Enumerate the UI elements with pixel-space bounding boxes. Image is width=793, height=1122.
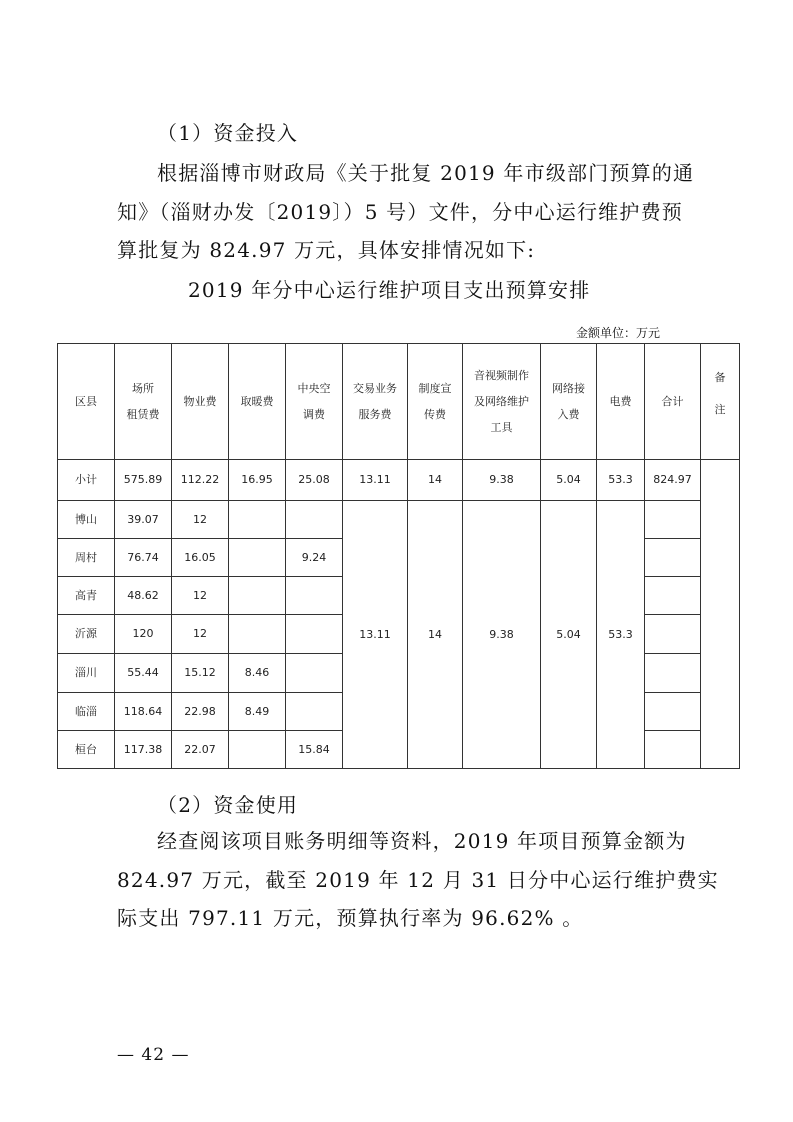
subtotal-cell: 14 — [408, 460, 463, 501]
subtotal-cell: 5.04 — [541, 460, 597, 501]
value-cell — [286, 577, 343, 615]
value-cell: 15.84 — [286, 731, 343, 769]
value-cell: 15.12 — [172, 654, 229, 693]
subtotal-cell: 112.22 — [172, 460, 229, 501]
total-cell — [645, 539, 701, 577]
shared-policy-promotion-fee: 14 — [408, 501, 463, 769]
total-cell — [645, 501, 701, 539]
subtotal-cell: 25.08 — [286, 460, 343, 501]
page-number: — 42 — — [117, 1045, 190, 1065]
shared-transaction-service-fee: 13.11 — [343, 501, 408, 769]
header-district: 区县 — [58, 344, 115, 460]
header-venue-rent: 场所 租赁费 — [115, 344, 172, 460]
value-cell: 48.62 — [115, 577, 172, 615]
district-cell: 博山 — [58, 501, 115, 539]
header-row — [58, 344, 740, 460]
header-property-fee: 物业费 — [172, 344, 229, 460]
value-cell — [286, 501, 343, 539]
header-remarks: 备 注 — [701, 344, 740, 460]
total-cell — [645, 615, 701, 654]
paragraph-line: 经查阅该项目账务明细等资料，2019 年项目预算金额为 — [157, 829, 687, 853]
shared-av-network-tools: 9.38 — [463, 501, 541, 769]
value-cell: 22.07 — [172, 731, 229, 769]
unit-note: 金额单位：万元 — [576, 326, 661, 340]
district-cell: 高青 — [58, 577, 115, 615]
value-cell — [229, 577, 286, 615]
total-cell — [645, 693, 701, 731]
value-cell: 118.64 — [115, 693, 172, 731]
paragraph-line: 知》（淄财办发〔2019〕）5 号）文件，分中心运行维护费预 — [117, 200, 683, 224]
district-cell: 桓台 — [58, 731, 115, 769]
total-cell — [645, 654, 701, 693]
subtotal-cell: 824.97 — [645, 460, 701, 501]
value-cell — [229, 731, 286, 769]
value-cell: 12 — [172, 501, 229, 539]
value-cell: 8.49 — [229, 693, 286, 731]
section-heading-funding-input: （1）资金投入 — [157, 121, 299, 145]
value-cell: 117.38 — [115, 731, 172, 769]
paragraph-line: 际支出 797.11 万元，预算执行率为 96.62% 。 — [117, 906, 584, 930]
district-cell: 沂源 — [58, 615, 115, 654]
header-network-access-fee: 网络接 入费 — [541, 344, 597, 460]
header-transaction-service-fee: 交易业务 服务费 — [343, 344, 408, 460]
subtotal-cell: 13.11 — [343, 460, 408, 501]
value-cell: 76.74 — [115, 539, 172, 577]
subtotal-cell: 16.95 — [229, 460, 286, 501]
value-cell — [229, 501, 286, 539]
subtotal-cell: 9.38 — [463, 460, 541, 501]
paragraph-line: 根据淄博市财政局《关于批复 2019 年市级部门预算的通 — [157, 161, 695, 185]
value-cell: 9.24 — [286, 539, 343, 577]
subtotal-row — [58, 460, 740, 501]
value-cell: 55.44 — [115, 654, 172, 693]
total-cell — [645, 731, 701, 769]
subtotal-cell: 575.89 — [115, 460, 172, 501]
header-av-network-tools: 音视频制作 及网络维护 工具 — [463, 344, 541, 460]
header-policy-promotion-fee: 制度宣 传费 — [408, 344, 463, 460]
remarks-cell — [701, 460, 740, 769]
shared-electricity-fee: 53.3 — [597, 501, 645, 769]
value-cell: 8.46 — [229, 654, 286, 693]
value-cell: 12 — [172, 577, 229, 615]
value-cell — [286, 615, 343, 654]
subtotal-cell: 小计 — [58, 460, 115, 501]
paragraph-line: 824.97 万元，截至 2019 年 12 月 31 日分中心运行维护费实 — [117, 868, 719, 892]
table-title: 2019 年分中心运行维护项目支出预算安排 — [188, 278, 591, 302]
header-heating-fee: 取暖费 — [229, 344, 286, 460]
section-heading-funding-use: （2）资金使用 — [157, 793, 299, 817]
value-cell — [286, 654, 343, 693]
district-cell: 临淄 — [58, 693, 115, 731]
shared-network-access-fee: 5.04 — [541, 501, 597, 769]
subtotal-cell: 53.3 — [597, 460, 645, 501]
table-row — [58, 501, 740, 539]
value-cell: 22.98 — [172, 693, 229, 731]
header-total: 合计 — [645, 344, 701, 460]
value-cell: 16.05 — [172, 539, 229, 577]
header-central-ac-fee: 中央空 调费 — [286, 344, 343, 460]
paragraph-line: 算批复为 824.97 万元，具体安排情况如下: — [117, 238, 536, 262]
value-cell — [229, 539, 286, 577]
total-cell — [645, 577, 701, 615]
district-cell: 淄川 — [58, 654, 115, 693]
value-cell — [286, 693, 343, 731]
value-cell — [229, 615, 286, 654]
header-electricity-fee: 电费 — [597, 344, 645, 460]
value-cell: 120 — [115, 615, 172, 654]
district-cell: 周村 — [58, 539, 115, 577]
value-cell: 12 — [172, 615, 229, 654]
value-cell: 39.07 — [115, 501, 172, 539]
budget-table — [57, 343, 740, 769]
